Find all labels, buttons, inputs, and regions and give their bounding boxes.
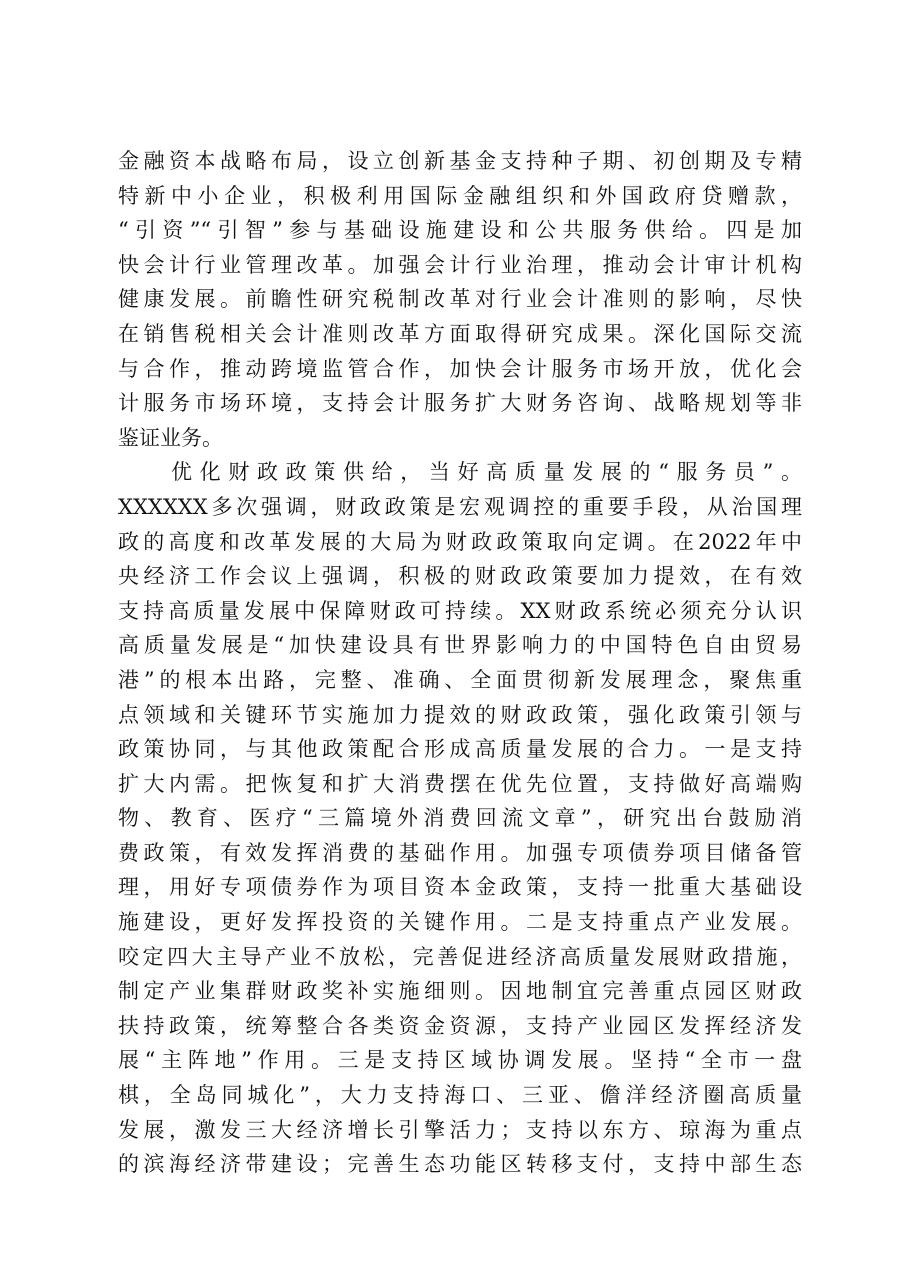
text-line: 高质量发展是“加快建设具有世界影响力的中国特色自由贸易 <box>118 633 802 658</box>
text-line: 发展，激发三大经济增长引擎活力；支持以东方、琼海为重点 <box>118 1117 802 1142</box>
text-line: 点领域和关键环节实施加力提效的财政政策，强化政策引领与 <box>118 702 802 727</box>
text-line: 在销售税相关会计准则改革方面取得研究成果。深化国际交流 <box>118 321 802 346</box>
text-line: 的滨海经济带建设；完善生态功能区转移支付，支持中部生态 <box>118 1152 802 1177</box>
text-line: 与合作，推动跨境监管合作，加快会计服务市场开放，优化会 <box>118 356 802 381</box>
text-line: 咬定四大主导产业不放松，完善促进经济高质量发展财政措施， <box>118 944 802 969</box>
text-line: 鉴证业务。 <box>118 425 223 450</box>
text-line: 港”的根本出路，完整、准确、全面贯彻新发展理念，聚焦重 <box>118 667 802 692</box>
text-line: 扩大内需。把恢复和扩大消费摆在优先位置，支持做好高端购 <box>118 771 802 796</box>
text-line: 优化财政政策供给，当好高质量发展的“服务员”。 <box>171 460 802 485</box>
text-line: 健康发展。前瞻性研究税制改革对行业会计准则的影响，尽快 <box>118 287 802 312</box>
text-line: “引资”“引智”参与基础设施建设和公共服务供给。四是加 <box>118 218 802 243</box>
text-line: 理，用好专项债券作为项目资本金政策，支持一批重大基础设 <box>118 875 802 900</box>
text-line: 计服务市场环境，支持会计服务扩大财务咨询、战略规划等非 <box>118 391 802 416</box>
text-line: 政的高度和改革发展的大局为财政政策取向定调。在2022年中 <box>118 529 802 554</box>
text-line: 展“主阵地”作用。三是支持区域协调发展。坚持“全市一盘 <box>118 1048 802 1073</box>
text-line: 特新中小企业，积极利用国际金融组织和外国政府贷赠款， <box>118 183 802 208</box>
paragraph-2 <box>118 455 802 1181</box>
text-line: 棋，全岛同城化”，大力支持海口、三亚、儋洋经济圈高质量 <box>118 1083 802 1108</box>
text-line: 支持高质量发展中保障财政可持续。XX财政系统必须充分认识 <box>118 598 802 623</box>
document-body <box>118 144 802 1182</box>
text-line: 央经济工作会议上强调，积极的财政政策要加力提效，在有效 <box>118 564 802 589</box>
paragraph-1 <box>118 144 802 455</box>
text-line: 制定产业集群财政奖补实施细则。因地制宜完善重点园区财政 <box>118 979 802 1004</box>
text-line: XXXXXX多次强调，财政政策是宏观调控的重要手段，从治国理 <box>118 494 802 519</box>
text-line: 扶持政策，统筹整合各类资金资源，支持产业园区发挥经济发 <box>118 1013 802 1038</box>
text-line: 费政策，有效发挥消费的基础作用。加强专项债券项目储备管 <box>118 840 802 865</box>
text-line: 政策协同，与其他政策配合形成高质量发展的合力。一是支持 <box>118 737 802 762</box>
text-line: 施建设，更好发挥投资的关键作用。二是支持重点产业发展。 <box>118 910 802 935</box>
text-line: 物、教育、医疗“三篇境外消费回流文章”，研究出台鼓励消 <box>118 806 802 831</box>
text-line: 快会计行业管理改革。加强会计行业治理，推动会计审计机构 <box>118 252 802 277</box>
text-line: 金融资本战略布局，设立创新基金支持种子期、初创期及专精 <box>118 149 802 173</box>
